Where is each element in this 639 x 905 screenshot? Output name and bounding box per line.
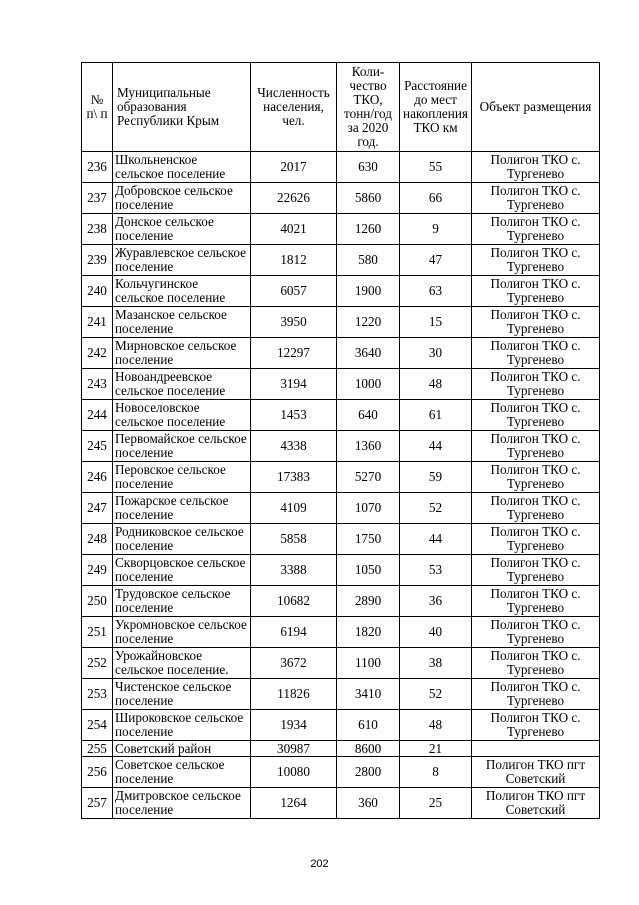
cell-tko: 1360 xyxy=(337,431,400,462)
cell-population: 11826 xyxy=(251,679,337,710)
header-num: № п\ п xyxy=(82,63,113,152)
cell-tko: 1000 xyxy=(337,369,400,400)
cell-name: Донское сельское поселение xyxy=(113,214,251,245)
cell-object: Полигон ТКО пгт Советский xyxy=(472,757,600,788)
table-row xyxy=(82,183,600,214)
header-row xyxy=(82,63,600,152)
cell-tko: 630 xyxy=(337,152,400,183)
cell-num: 256 xyxy=(82,757,113,788)
cell-name: Советское сельское поселение xyxy=(113,757,251,788)
cell-object: Полигон ТКО с. Тургенево xyxy=(472,617,600,648)
cell-tko: 3640 xyxy=(337,338,400,369)
cell-object: Полигон ТКО с. Тургенево xyxy=(472,555,600,586)
header-object: Объект размещения xyxy=(472,63,600,152)
cell-tko: 8600 xyxy=(337,741,400,757)
table-row xyxy=(82,462,600,493)
cell-tko: 640 xyxy=(337,400,400,431)
cell-name: Родниковское сельское поселение xyxy=(113,524,251,555)
cell-num: 253 xyxy=(82,679,113,710)
cell-num: 251 xyxy=(82,617,113,648)
cell-distance: 44 xyxy=(400,431,472,462)
cell-population: 10682 xyxy=(251,586,337,617)
cell-distance: 48 xyxy=(400,369,472,400)
header-population: Численность населения, чел. xyxy=(251,63,337,152)
table-row xyxy=(82,555,600,586)
cell-tko: 1820 xyxy=(337,617,400,648)
cell-name: Добровское сельское поселение xyxy=(113,183,251,214)
header-tko: Коли-чество ТКО, тонн/год за 2020 год. xyxy=(337,63,400,152)
cell-population: 6057 xyxy=(251,276,337,307)
table-row xyxy=(82,524,600,555)
cell-object: Полигон ТКО с. Тургенево xyxy=(472,338,600,369)
cell-name: Новоселовское сельское поселение xyxy=(113,400,251,431)
cell-object: Полигон ТКО с. Тургенево xyxy=(472,462,600,493)
cell-name: Мирновское сельское поселение xyxy=(113,338,251,369)
table-row xyxy=(82,586,600,617)
table-row xyxy=(82,679,600,710)
cell-tko: 1050 xyxy=(337,555,400,586)
table-row xyxy=(82,245,600,276)
cell-num: 241 xyxy=(82,307,113,338)
cell-num: 236 xyxy=(82,152,113,183)
cell-distance: 21 xyxy=(400,741,472,757)
table-row xyxy=(82,152,600,183)
cell-tko: 5860 xyxy=(337,183,400,214)
table-row xyxy=(82,214,600,245)
cell-num: 244 xyxy=(82,400,113,431)
cell-distance: 30 xyxy=(400,338,472,369)
cell-object: Полигон ТКО с. Тургенево xyxy=(472,648,600,679)
cell-population: 17383 xyxy=(251,462,337,493)
cell-population: 4109 xyxy=(251,493,337,524)
cell-tko: 1070 xyxy=(337,493,400,524)
table-row xyxy=(82,338,600,369)
cell-object: Полигон ТКО с. Тургенево xyxy=(472,245,600,276)
cell-name: Скворцовское сельское поселение xyxy=(113,555,251,586)
header-name: Муниципальные образования Республики Крым xyxy=(113,63,251,152)
cell-name: Мазанское сельское поселение xyxy=(113,307,251,338)
cell-object: Полигон ТКО с. Тургенево xyxy=(472,276,600,307)
cell-num: 250 xyxy=(82,586,113,617)
cell-name: Журавлевское сельское поселение xyxy=(113,245,251,276)
table-row xyxy=(82,493,600,524)
cell-num: 242 xyxy=(82,338,113,369)
cell-distance: 9 xyxy=(400,214,472,245)
table-row xyxy=(82,741,600,757)
cell-population: 4338 xyxy=(251,431,337,462)
cell-num: 252 xyxy=(82,648,113,679)
table-row xyxy=(82,648,600,679)
cell-distance: 25 xyxy=(400,788,472,819)
cell-population: 3950 xyxy=(251,307,337,338)
table-row xyxy=(82,757,600,788)
cell-distance: 8 xyxy=(400,757,472,788)
cell-object: Полигон ТКО с. Тургенево xyxy=(472,152,600,183)
cell-name: Советский район xyxy=(113,741,251,757)
cell-num: 243 xyxy=(82,369,113,400)
cell-name: Пожарское сельское поселение xyxy=(113,493,251,524)
cell-name: Укромновское сельское поселение xyxy=(113,617,251,648)
cell-object: Полигон ТКО с. Тургенево xyxy=(472,586,600,617)
cell-distance: 44 xyxy=(400,524,472,555)
table-row xyxy=(82,307,600,338)
cell-population: 5858 xyxy=(251,524,337,555)
cell-name: Новоандреевское сельское поселение xyxy=(113,369,251,400)
cell-population: 12297 xyxy=(251,338,337,369)
cell-tko: 580 xyxy=(337,245,400,276)
cell-num: 257 xyxy=(82,788,113,819)
cell-distance: 55 xyxy=(400,152,472,183)
cell-object xyxy=(472,741,600,757)
cell-num: 255 xyxy=(82,741,113,757)
cell-num: 238 xyxy=(82,214,113,245)
cell-num: 237 xyxy=(82,183,113,214)
cell-population: 3672 xyxy=(251,648,337,679)
cell-distance: 52 xyxy=(400,493,472,524)
cell-object: Полигон ТКО с. Тургенево xyxy=(472,493,600,524)
cell-population: 6194 xyxy=(251,617,337,648)
table-row xyxy=(82,617,600,648)
cell-distance: 53 xyxy=(400,555,472,586)
cell-name: Широковское сельское поселение xyxy=(113,710,251,741)
cell-distance: 61 xyxy=(400,400,472,431)
cell-tko: 1260 xyxy=(337,214,400,245)
header-distance: Расстояние до мест накопления ТКО км xyxy=(400,63,472,152)
cell-distance: 40 xyxy=(400,617,472,648)
cell-num: 240 xyxy=(82,276,113,307)
cell-population: 3388 xyxy=(251,555,337,586)
cell-tko: 3410 xyxy=(337,679,400,710)
cell-distance: 63 xyxy=(400,276,472,307)
cell-distance: 15 xyxy=(400,307,472,338)
cell-name: Урожайновское сельское поселение. xyxy=(113,648,251,679)
cell-tko: 1900 xyxy=(337,276,400,307)
cell-object: Полигон ТКО с. Тургенево xyxy=(472,431,600,462)
cell-object: Полигон ТКО с. Тургенево xyxy=(472,183,600,214)
tko-table xyxy=(81,62,600,819)
cell-population: 30987 xyxy=(251,741,337,757)
cell-num: 254 xyxy=(82,710,113,741)
cell-name: Дмитровское сельское поселение xyxy=(113,788,251,819)
cell-object: Полигон ТКО с. Тургенево xyxy=(472,307,600,338)
cell-distance: 38 xyxy=(400,648,472,679)
cell-distance: 48 xyxy=(400,710,472,741)
cell-object: Полигон ТКО с. Тургенево xyxy=(472,679,600,710)
cell-distance: 59 xyxy=(400,462,472,493)
cell-num: 247 xyxy=(82,493,113,524)
cell-tko: 1220 xyxy=(337,307,400,338)
table-row xyxy=(82,400,600,431)
table-row xyxy=(82,431,600,462)
cell-population: 1934 xyxy=(251,710,337,741)
cell-num: 249 xyxy=(82,555,113,586)
table-row xyxy=(82,369,600,400)
cell-population: 3194 xyxy=(251,369,337,400)
cell-name: Перовское сельское поселение xyxy=(113,462,251,493)
cell-object: Полигон ТКО с. Тургенево xyxy=(472,524,600,555)
cell-tko: 2890 xyxy=(337,586,400,617)
cell-name: Чистенское сельское поселение xyxy=(113,679,251,710)
table-row xyxy=(82,788,600,819)
cell-tko: 5270 xyxy=(337,462,400,493)
cell-name: Первомайское сельское поселение xyxy=(113,431,251,462)
cell-population: 1453 xyxy=(251,400,337,431)
cell-population: 2017 xyxy=(251,152,337,183)
cell-distance: 52 xyxy=(400,679,472,710)
cell-tko: 1100 xyxy=(337,648,400,679)
cell-population: 1264 xyxy=(251,788,337,819)
cell-num: 245 xyxy=(82,431,113,462)
cell-population: 1812 xyxy=(251,245,337,276)
cell-name: Кольчугинское сельское поселение xyxy=(113,276,251,307)
cell-num: 239 xyxy=(82,245,113,276)
cell-num: 246 xyxy=(82,462,113,493)
cell-object: Полигон ТКО с. Тургенево xyxy=(472,710,600,741)
cell-population: 22626 xyxy=(251,183,337,214)
cell-tko: 360 xyxy=(337,788,400,819)
page-number: 202 xyxy=(310,858,329,870)
cell-object: Полигон ТКО с. Тургенево xyxy=(472,400,600,431)
table-body xyxy=(82,152,600,819)
cell-distance: 47 xyxy=(400,245,472,276)
cell-name: Школьненское сельское поселение xyxy=(113,152,251,183)
cell-population: 4021 xyxy=(251,214,337,245)
cell-object: Полигон ТКО с. Тургенево xyxy=(472,369,600,400)
table-row xyxy=(82,276,600,307)
cell-num: 248 xyxy=(82,524,113,555)
cell-population: 10080 xyxy=(251,757,337,788)
cell-tko: 610 xyxy=(337,710,400,741)
cell-object: Полигон ТКО с. Тургенево xyxy=(472,214,600,245)
cell-name: Трудовское сельское поселение xyxy=(113,586,251,617)
cell-tko: 2800 xyxy=(337,757,400,788)
cell-object: Полигон ТКО пгт Советский xyxy=(472,788,600,819)
cell-distance: 66 xyxy=(400,183,472,214)
cell-tko: 1750 xyxy=(337,524,400,555)
cell-distance: 36 xyxy=(400,586,472,617)
table-row xyxy=(82,710,600,741)
